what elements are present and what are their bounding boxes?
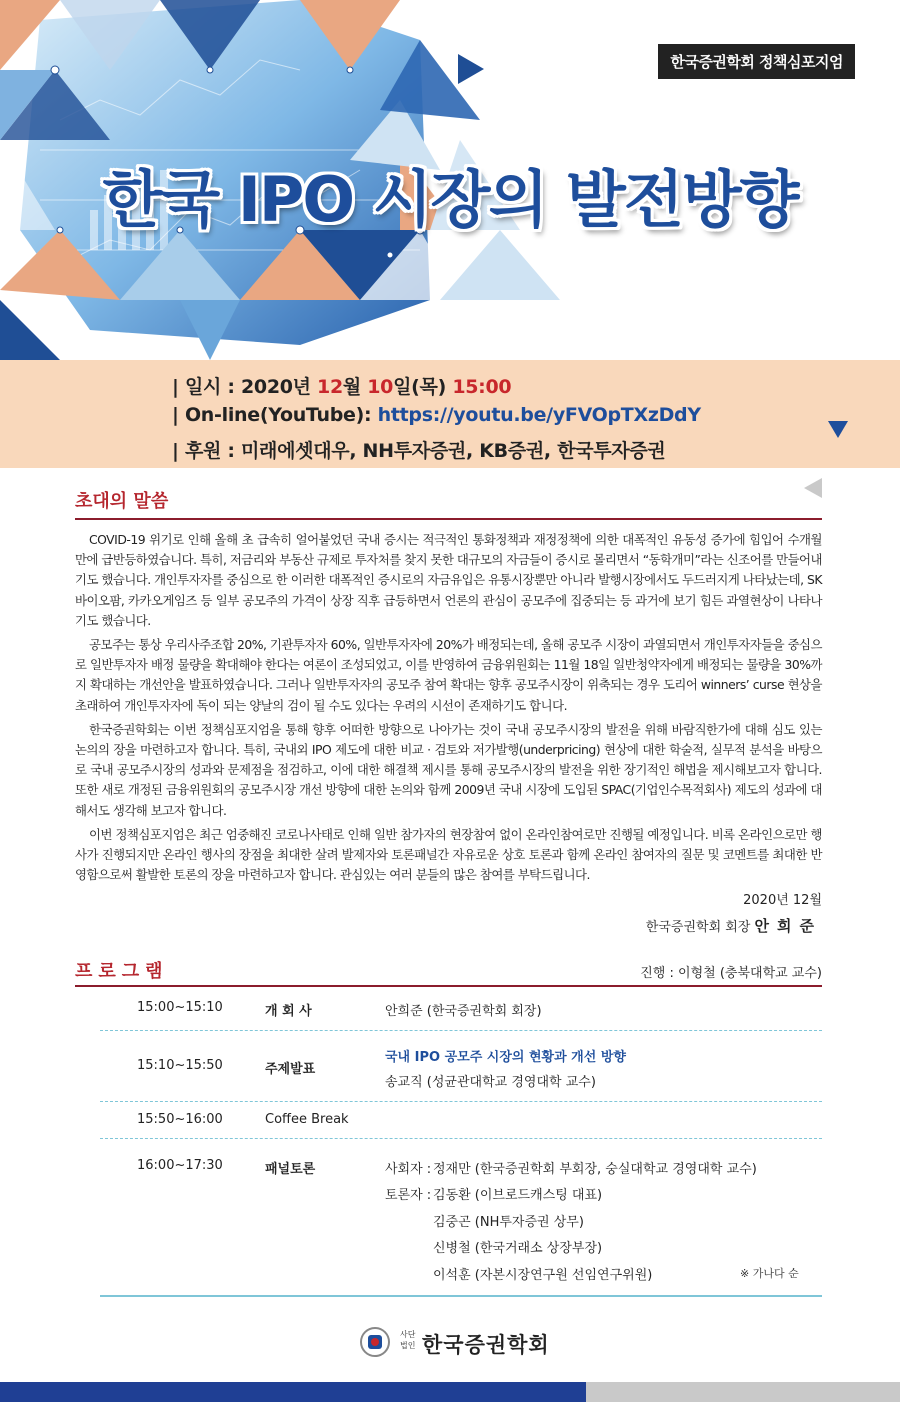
event-online: | On-line(YouTube): https://youtu.be/yFVOpTXzDdY xyxy=(172,404,701,426)
org-prefix: 사단 법인 xyxy=(400,1330,416,1350)
session-topic: 국내 IPO 공모주 시장의 현황과 개선 방향 xyxy=(385,1050,626,1065)
session-time: 15:10~15:50 xyxy=(137,1058,223,1073)
page-title: 한국 IPO 시장의 발전방향 xyxy=(102,163,798,236)
arrow-left-icon xyxy=(804,478,822,498)
footer-bar-blue xyxy=(0,1382,586,1402)
session-time: 16:00~17:30 xyxy=(137,1158,223,1173)
organization-logo xyxy=(360,1325,550,1361)
invitation-paragraph: 한국증권학회는 이번 정책심포지엄을 통해 향후 어떠한 방향으로 나아가는 것이 국내 공모주시장의 발전을 위해 바람직한가에 대해 심도 있는 논의의 장을 마련하고자 합니다. 특히, 국내외 IPO 제도에 대한 비교 · 검토와 저가발행(underpricing) 현상에 대한 학술적, 실무적 분석을 바탕으로 국내 공모주시장의 성과와 문제점을 점검하고, 이에 대한 해결책 제시를 통해 공모주시장의 발전을 위한 장기적인 해법을 제시해보고자 합니다. 또한 새로 개정된 금융위원회의 공모주시장 개선 방향에 대한 논의와 함께 2009년 국내 시장에 도입된 SPAC(기업인수목적회사) 제도의 성과에 대해서도 생각해 보고자 합니다. xyxy=(75,721,822,818)
event-badge: 한국증권학회 정책심포지엄 xyxy=(658,44,855,79)
event-date: | 일시 : 2020년 12월 10일(목) 15:00 xyxy=(172,376,512,398)
session-panelist: 이석훈 (자본시장연구원 선임연구위원) xyxy=(433,1268,653,1283)
session-type: 패널토론 xyxy=(265,1162,316,1177)
session-time: 15:50~16:00 xyxy=(137,1112,223,1127)
hero-banner xyxy=(0,0,900,360)
session-panelist: 김중곤 (NH투자증권 상무) xyxy=(433,1215,584,1230)
invitation-body xyxy=(75,530,822,889)
session-type: 개 회 사 xyxy=(265,1004,312,1019)
section-divider xyxy=(75,518,822,520)
session-speaker: 안희준 (한국증권학회 회장) xyxy=(385,1004,542,1019)
society-seal-icon xyxy=(360,1327,390,1357)
program-moderator: 진행 : 이형철 (충북대학교 교수) xyxy=(640,966,822,981)
org-name: 한국증권학회 xyxy=(422,1333,550,1357)
youtube-link[interactable]: https://youtu.be/yFVOpTXzDdY xyxy=(377,404,701,426)
invitation-paragraph: 이번 정책심포지엄은 최근 엄중해진 코로나사태로 인해 일반 참가자의 현장참여 없이 온라인참여로만 진행될 예정입니다. 비록 온라인으로만 행사가 진행되지만 온라인 행사의 장점을 최대한 살려 발제자와 토론패널간 자유로운 상호 토론과 함께 온라인 참여자의 질문 및 코멘트를 최대한 반영함으로써 활발한 토론의 장을 마련하고자 합니다. 관심있는 여러 분들의 많은 참여를 부탁드립니다. xyxy=(75,826,822,883)
order-note: ※ 가나다 순 xyxy=(740,1267,799,1280)
arrow-down-icon xyxy=(828,421,848,438)
invitation-paragraph: 공모주는 통상 우리사주조합 20%, 기관투자자 60%, 일반투자자에 20%가 배정되는데, 올해 공모주 시장이 과열되면서 개인투자자들을 중심으로 일반투자자 배정 물량을 확대해야 한다는 여론이 조성되었고, 이를 반영하여 금융위원회는 11월 18일 일반청약자에게 배정되는 물량을 30%까지 확대하는 개선안을 발표하였습니다. 그러나 일반투자자의 공모주 참여 확대는 향후 공모주시장이 위축되는 경우 도리어 winners’ curse 현상을 초래하여 개인투자자에 독이 되는 양날의 검이 될 수도 있다는 우려의 시선이 존재하기도 합니다. xyxy=(75,637,822,713)
session-chair: 사회자 : 정재만 (한국증권학회 부회장, 숭실대학교 경영대학 교수) xyxy=(385,1162,757,1177)
event-sponsor: | 후원 : 미래에셋대우, NH투자증권, KB증권, 한국투자증권 xyxy=(172,440,666,462)
session-speaker: 송교직 (성균관대학교 경영대학 교수) xyxy=(385,1075,596,1090)
row-divider xyxy=(100,1138,822,1139)
invitation-paragraph: COVID-19 위기로 인해 올해 초 급속히 얼어붙었던 국내 증시는 적극적인 통화정책과 재정정책에 의한 대폭적인 유동성 증가에 힘입어 수개월 만에 급반등하였습니다. 특히, 저금리와 부동산 규제로 투자처를 찾지 못한 대규모의 자금들이 증시로 몰리면서 “동학개미”라는 신조어를 만들어내기도 했습니다. 개인투자자를 중심으로 한 이러한 대폭적인 증시로의 자금유입은 유통시장뿐만 아니라 발행시장에서도 두드러지게 나타났는데, SK바이오팜, 카카오게임즈 등 일부 공모주의 가격이 상장 직후 급등하면서 언론의 관심이 공모주에 집중되는 등 과거에 보기 힘든 과열현상이 나타나기도 했습니다. xyxy=(75,532,822,628)
program-title: 프로그램 xyxy=(75,961,169,982)
invitation-title: 초대의 말씀 xyxy=(75,491,169,512)
session-type: 주제발표 xyxy=(265,1062,316,1077)
session-panelist: 신병철 (한국거래소 상장부장) xyxy=(433,1241,603,1256)
row-divider xyxy=(100,1101,822,1102)
event-info-band xyxy=(0,360,900,468)
session-time: 15:00~15:10 xyxy=(137,1000,223,1015)
session-type: Coffee Break xyxy=(265,1112,349,1127)
session-panelist: 토론자 : 김동환 (이브로드캐스팅 대표) xyxy=(385,1188,603,1203)
letter-signature: 한국증권학회 회장 안희준 xyxy=(645,917,822,935)
program-bottom-rule xyxy=(100,1295,822,1297)
section-divider xyxy=(75,985,822,987)
footer-bar-gray xyxy=(586,1382,900,1402)
row-divider xyxy=(100,1030,822,1031)
letter-date: 2020년 12월 xyxy=(743,893,822,908)
